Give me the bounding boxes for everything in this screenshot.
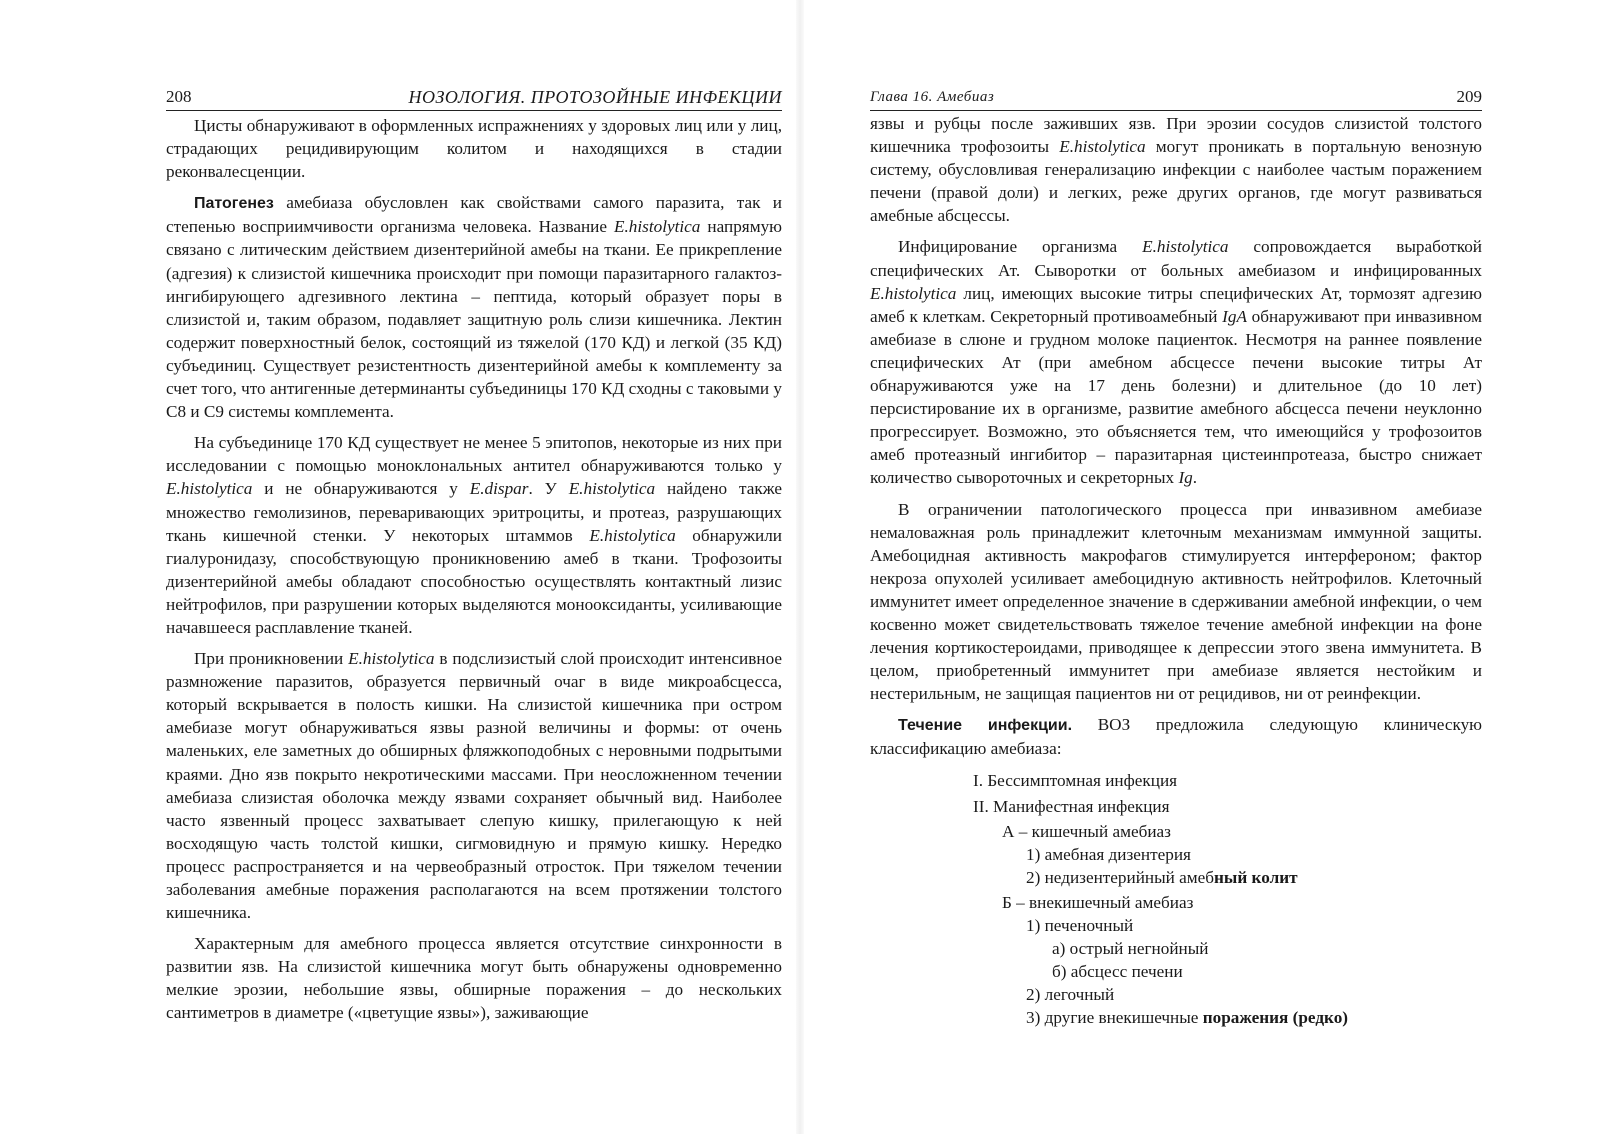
paragraph: Цисты обнаруживают в оформленных испражнениях у здоровых лиц или у лиц, страдающих рецидивирующим колитом и находящихся в стадии реконвалесценции. bbox=[166, 116, 782, 182]
paragraph: Течение инфекции. ВОЗ предложила следующую клиническую классификацию амебиаза: bbox=[870, 715, 1482, 759]
right-page bbox=[800, 0, 1600, 1134]
classification-list bbox=[870, 769, 1482, 1030]
page-number: 209 bbox=[1456, 87, 1482, 106]
page-body bbox=[166, 114, 782, 1033]
paragraph: Патогенез амебиаза обусловлен как свойствами самого паразита, так и степенью восприимчивости организма человека. Название E.histolytica напрямую связано с литическим действием дизентерийной амебы на ткани. Ее прикрепление (адгезия) к слизистой кишечника происходит при помощи паразитарного галактоз-ингибирующего адгезивного лектина – пептида, который образует поры в слизистой и, таким образом, подавляет защитную роль слизи кишечника. Лектин содержит поверхностный белок, состоящий из тяжелой (170 КД) и легкой (35 КД) субъединиц. Существует резистентность дизентерийной амебы к комплементу за счет того, что антигенные детерминанты субъединицы 170 КД сходны с таковыми у С8 и С9 системы комплемента. bbox=[166, 193, 783, 422]
running-title: Глава 16. Амебиаз bbox=[870, 89, 995, 105]
page-number: 208 bbox=[166, 87, 192, 106]
paragraph: Характерным для амебного процесса является отсутствие синхронности в развитии язв. На слизистой кишечника могут быть обнаружены одновременно мелкие эрозии, небольшие язвы, обширные поражения – до нескольких сантиметров в диаметре («цветущие язвы»), заживающие bbox=[166, 934, 782, 1023]
page-header bbox=[166, 80, 782, 111]
paragraph: Инфицирование организма E.histolytica сопровождается выработкой специфических Ат. Сыворотки от больных амебиазом и инфицированных E.histolytica лиц, имеющих высокие титры специфических Ат, тормозят адгезию амеб к клеткам. Секреторный противоамебный IgA обнаруживают при инвазивном амебиазе в слюне и грудном молоке пациенток. Несмотря на раннее появление специфических Ат (при амебном абсцессе печени высокие титры Ат обнаруживаются уже на 17 день болезни) и длительное (до 10 лет) персистирование их в организме, развитие амебного абсцесса печени неуклонно прогрессирует. Возможно, это объясняется тем, что имеющийся у трофозоитов амеб протеазный ингибитор – паразитарная цистеинпротеаза, быстро снижает количество сывороточных и секреторных Ig. bbox=[870, 237, 1483, 488]
page-body bbox=[870, 112, 1482, 1030]
list-item: 1) печеночный bbox=[1026, 916, 1134, 936]
running-title: НОЗОЛОГИЯ. ПРОТОЗОЙНЫЕ ИНФЕКЦИИ bbox=[408, 87, 782, 107]
page-header bbox=[870, 80, 1482, 111]
list-item: 1) амебная дизентерия bbox=[1026, 844, 1191, 864]
list-item: II. Манифестная инфекция bbox=[973, 796, 1170, 816]
list-item: а) острый негнойный bbox=[1052, 939, 1209, 959]
list-item: I. Бессимптомная инфекция bbox=[973, 770, 1178, 790]
list-item: 2) недизентерийный амебный колит bbox=[1026, 867, 1298, 887]
paragraph: В ограничении патологического процесса при инвазивном амебиазе немаловажная роль принадлежит клеточным механизмам иммунной защиты. Амебоцидная активность макрофагов стимулируется интерфероном; фактор некроза опухолей усиливает амебоцидную активность нейтрофилов. Клеточный иммунитет имеет определенное значение в сдерживании амебной инфекции, о чем косвенно может свидетельствовать тяжелое течение амебной инфекции на фоне лечения кортикостероидами, приводящее к депрессии этого звена иммунитета. В целом, приобретенный иммунитет при амебиазе является нестойким и нестерильным, не защищая пациентов ни от рецидивов, ни от реинфекции. bbox=[870, 499, 1482, 704]
list-item: 3) другие внекишечные поражения (редко) bbox=[1026, 1008, 1349, 1028]
list-item: А – кишечный амебиаз bbox=[1002, 821, 1171, 841]
list-item: Б – внекишечный амебиаз bbox=[1002, 893, 1194, 912]
list-item: б) абсцесс печени bbox=[1052, 962, 1183, 982]
list-item: 2) легочный bbox=[1026, 985, 1115, 1005]
paragraph: язвы и рубцы после заживших язв. При эрозии сосудов слизистой толстого кишечника трофозоиты E.histolytica могут проникать в портальную венозную систему, обусловливая генерализацию инфекции с наиболее частым поражением печени (правой доли) и легких, реже других органов, где могут развиваться амебные абсцессы. bbox=[870, 114, 1482, 226]
paragraph: При проникновении E.histolytica в подслизистый слой происходит интенсивное размножение паразитов, образуется первичный очаг в виде микроабсцесса, который вскрывается в полость кишки. На слизистой кишечника при остром амебиазе могут обнаруживаться язвы разной величины и формы: от очень маленьких, еле заметных до обширных фляжкоподобных с неровными подрытыми краями. Дно язв покрыто некротическими массами. При неосложненном течении амебиаза слизистая оболочка между язвами сохраняет обычный вид. Наиболее часто язвенный процесс захватывает слепую кишку, прилегающую к ней восходящую часть толстой кишки, сигмовидную и прямую кишку. Нередко процесс распространяется и на червеобразный отросток. При тяжелом течении заболевания амебные поражения располагаются на всем протяжении толстого кишечника. bbox=[166, 649, 782, 923]
paragraph: На субъединице 170 КД существует не менее 5 эпитопов, некоторые из них при исследовании с помощью моноклональных антител обнаруживаются только у E.histolytica и не обнаруживаются у E.dispar. У E.histolytica найдено также множество гемолизинов, переваривающих эритроциты, и протеаз, разрушающих ткань кишечной стенки. У некоторых штаммов E.histolytica обнаружили гиалуронидазу, способствующую проникновению амеб в ткани. Трофозоиты дизентерийной амебы обладают способностью осуществлять контактный лизис нейтрофилов, при разрушении которых выделяются монооксиданты, усиливающие начавшееся расплавление тканей. bbox=[166, 433, 783, 637]
section-lead: Патогенез bbox=[194, 195, 274, 213]
section-lead: Течение инфекции. bbox=[898, 717, 1073, 735]
